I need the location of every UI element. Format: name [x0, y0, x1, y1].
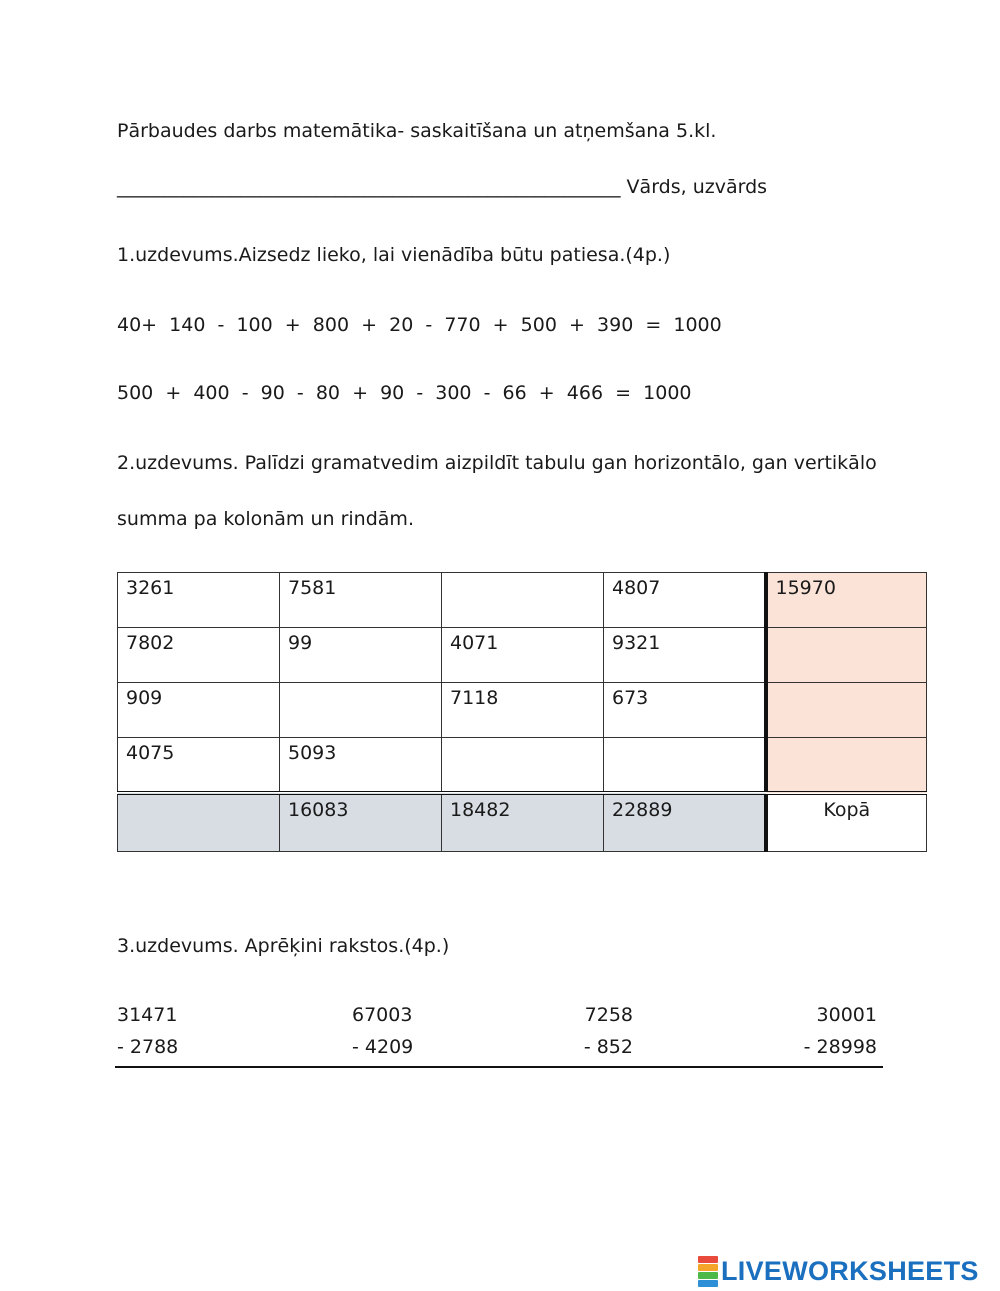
logo-mark-bar: [698, 1280, 718, 1287]
page-title: Pārbaudes darbs matemātika- saskaitīšana un atņemšana 5.kl.: [117, 120, 717, 142]
table-cell: 4071: [442, 628, 604, 683]
task1-equation-2[interactable]: 500 + 400 - 90 - 80 + 90 - 300 - 66 + 466 = 1000: [117, 382, 692, 404]
task1-heading: 1.uzdevums.Aizsedz lieko, lai vienādība būtu patiesa.(4p.): [117, 244, 671, 266]
subtrahend-1: - 2788: [117, 1036, 179, 1058]
table-row: [118, 573, 927, 628]
task3-heading: 3.uzdevums. Aprēķini rakstos.(4p.): [117, 935, 450, 957]
table-cell: 3261: [118, 573, 280, 628]
table-cell-blank[interactable]: [442, 738, 604, 793]
task2-heading-line-1: 2.uzdevums. Palīdzi gramatvedim aizpildīt tabulu gan horizontālo, gan vertikālo: [117, 452, 877, 474]
minuend-1: 31471: [117, 1004, 178, 1026]
task1-equation-1[interactable]: 40+ 140 - 100 + 800 + 20 - 770 + 500 + 390 = 1000: [117, 314, 722, 336]
table-row: [118, 628, 927, 683]
table-row: [118, 683, 927, 738]
name-line: [117, 175, 767, 199]
row-sum-cell: 15970: [766, 573, 927, 628]
logo-mark-bar: [698, 1264, 718, 1271]
liveworksheets-logo: [698, 1256, 979, 1287]
table-cell-blank[interactable]: [604, 738, 766, 793]
table-cell: 7581: [280, 573, 442, 628]
column-sum-cell: 22889: [604, 793, 766, 852]
total-label: Kopā: [766, 793, 927, 852]
table-cell: 99: [280, 628, 442, 683]
subtrahend-2: - 4209: [352, 1036, 414, 1058]
task2-heading-line-2: summa pa kolonām un rindām.: [117, 508, 414, 530]
table-cell-blank[interactable]: [442, 573, 604, 628]
logo-text: LIVEWORKSHEETS: [721, 1256, 979, 1286]
sum-table: [117, 572, 927, 852]
name-blank[interactable]: _____________________________________________________: [117, 176, 621, 198]
row-sum-cell-blank[interactable]: [766, 683, 927, 738]
logo-mark-icon: [698, 1256, 718, 1287]
column-sum-cell: 16083: [280, 793, 442, 852]
subtrahend-4: - 28998: [803, 1036, 877, 1058]
column-sum-cell: 18482: [442, 793, 604, 852]
table-cell: 4807: [604, 573, 766, 628]
table-cell: 7802: [118, 628, 280, 683]
logo-mark-bar: [698, 1256, 718, 1263]
answer-rule: [115, 1066, 883, 1068]
name-label: Vārds, uzvārds: [626, 176, 768, 198]
table-cell: 9321: [604, 628, 766, 683]
table-cell: 7118: [442, 683, 604, 738]
subtrahend-3: - 852: [583, 1036, 633, 1058]
minuend-2: 67003: [352, 1004, 413, 1026]
minuend-3: 7258: [584, 1004, 633, 1026]
table-cell-blank[interactable]: [280, 683, 442, 738]
logo-mark-bar: [698, 1272, 718, 1279]
row-sum-cell-blank[interactable]: [766, 628, 927, 683]
table-cell: 673: [604, 683, 766, 738]
table-cell: 4075: [118, 738, 280, 793]
totals-row: [118, 793, 927, 852]
row-sum-cell-blank[interactable]: [766, 738, 927, 793]
table-row: [118, 738, 927, 793]
table-cell: 5093: [280, 738, 442, 793]
table-cell: 909: [118, 683, 280, 738]
minuend-4: 30001: [816, 1004, 877, 1026]
column-sum-cell-blank[interactable]: [118, 793, 280, 852]
